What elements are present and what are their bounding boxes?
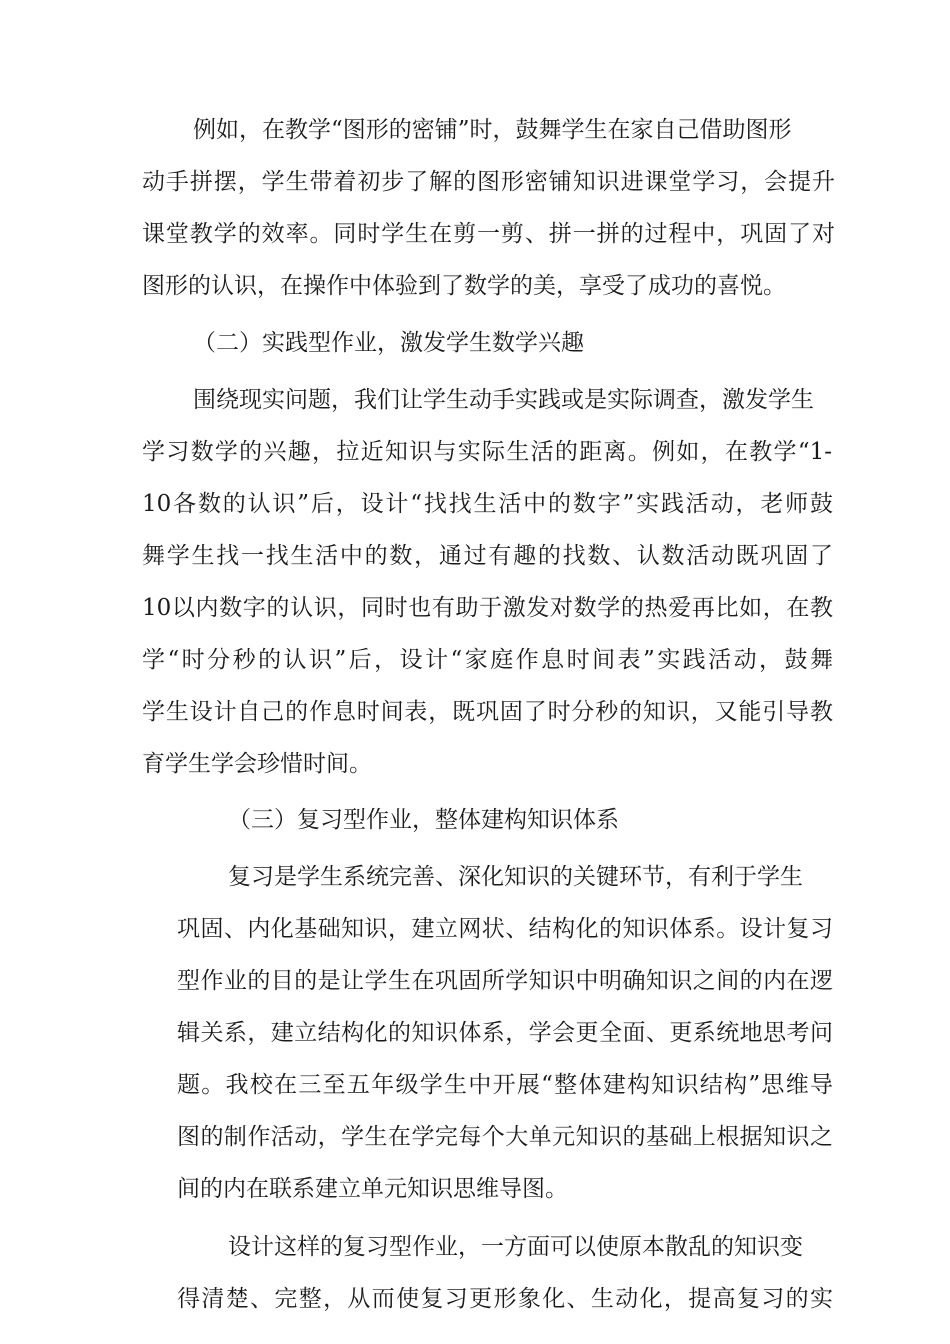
paragraph-4-line-2: 得清楚、完整，从而使复习更形象化、生动化，提高复习的实 (177, 1286, 833, 1312)
paragraph-1-line-4: 图形的认识，在操作中体验到了数学的美，享受了成功的喜悦。 (142, 273, 786, 299)
paragraph-2-line-3: 10各数的认识”后，设计“找找生活中的数字”实践活动，老师鼓 (142, 491, 833, 517)
paragraph-2-line-6: 学“时分秒的认识”后，设计“家庭作息时间表”实践活动，鼓舞 (142, 647, 833, 673)
paragraph-2-line-4: 舞学生找一找生活中的数，通过有趣的找数、认数活动既巩固了 (142, 543, 833, 569)
section-heading-2: （二）实践型作业，激发学生数学兴趣 (193, 330, 584, 356)
paragraph-3-line-7: 间的内在联系建立单元知识思维导图。 (177, 1176, 568, 1202)
paragraph-3-line-4: 辑关系，建立结构化的知识体系，学会更全面、更系统地思考问 (177, 1020, 833, 1046)
paragraph-4-line-1: 设计这样的复习型作业，一方面可以使原本散乱的知识变 (228, 1234, 803, 1260)
paragraph-3-line-1: 复习是学生系统完善、深化知识的关键环节，有利于学生 (228, 864, 803, 890)
paragraph-3-line-3: 型作业的目的是让学生在巩固所学知识中明确知识之间的内在逻 (177, 968, 833, 994)
paragraph-3-line-6: 图的制作活动，学生在学完每个大单元知识的基础上根据知识之 (177, 1124, 833, 1150)
paragraph-3-line-2: 巩固、内化基础知识，建立网状、结构化的知识体系。设计复习 (177, 916, 833, 942)
paragraph-2-line-1: 围绕现实问题，我们让学生动手实践或是实际调查，激发学生 (193, 387, 814, 413)
paragraph-2-line-7: 学生设计自己的作息时间表，既巩固了时分秒的知识，又能引导教 (142, 699, 833, 725)
paragraph-2-line-2: 学习数学的兴趣，拉近知识与实际生活的距离。例如，在教学“1- (142, 439, 832, 465)
paragraph-2-line-8: 育学生学会珍惜时间。 (142, 751, 372, 777)
paragraph-1-line-1: 例如，在教学“图形的密铺”时，鼓舞学生在家自己借助图形 (193, 117, 792, 143)
section-heading-3: （三）复习型作业，整体建构知识体系 (228, 807, 619, 833)
paragraph-2-line-5: 10以内数字的认识，同时也有助于激发对数学的热爱再比如，在教 (142, 595, 833, 621)
paragraph-1-line-2: 动手拼摆，学生带着初步了解的图形密铺知识进课堂学习，会提升 (142, 169, 835, 195)
paragraph-1-line-3: 课堂教学的效率。同时学生在剪一剪、拼一拼的过程中，巩固了对 (142, 221, 835, 247)
paragraph-3-line-5: 题。我校在三至五年级学生中开展“整体建构知识结构”思维导 (177, 1072, 833, 1098)
